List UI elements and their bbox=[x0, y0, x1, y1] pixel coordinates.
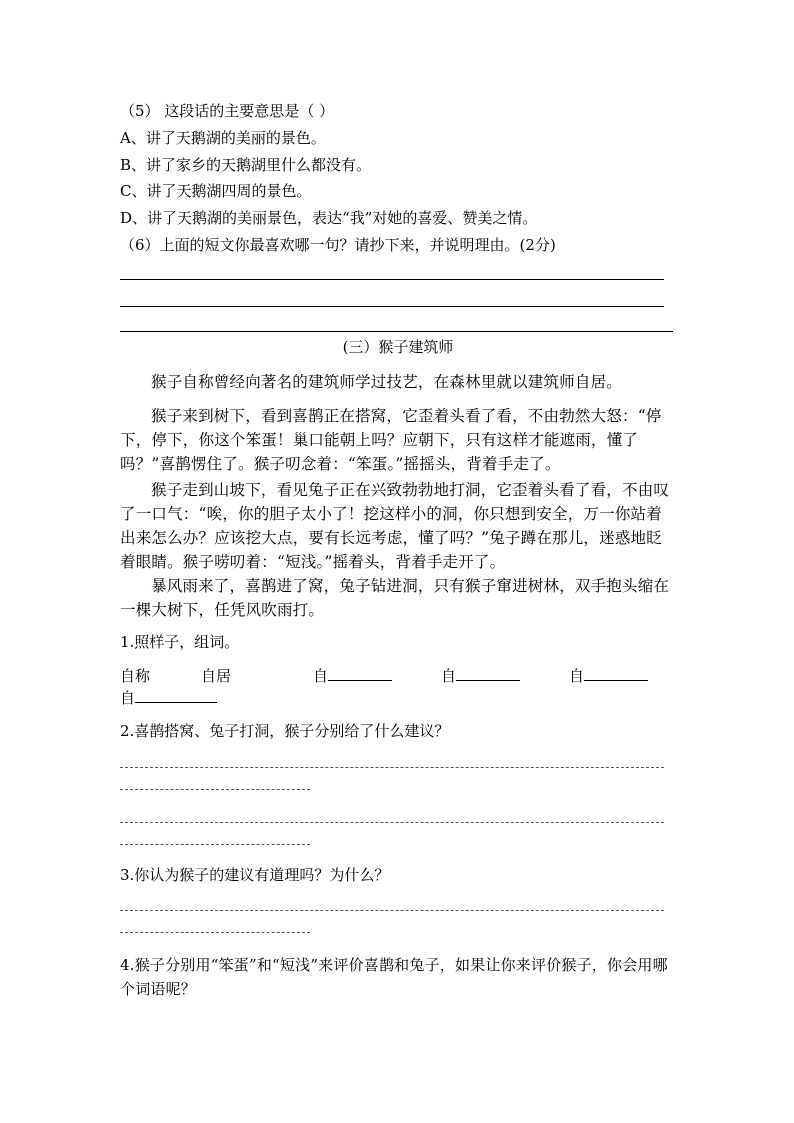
q3-stem: 3.你认为猴子的建议有道理吗？为什么？ bbox=[120, 866, 390, 884]
passage-paragraph-2: 猴子来到树下，看到喜鹊正在搭窝，它歪着头看了看，不由勃然大怒：“停下，停下，你这个笨蛋！巢口能朝上吗？应朝下，只有这样才能遮雨，懂了吗？”喜鹊愣住了。猴子叨念着：“笨蛋。”摇摇头，背着手走了。 bbox=[120, 407, 662, 473]
q3-answer-line-2[interactable] bbox=[120, 932, 310, 933]
q1-blank-line[interactable] bbox=[135, 688, 217, 703]
q4-stem: 4.猴子分别用“笨蛋”和“短浅”来评价喜鹊和兔子，如果让你来评价猴子，你会用哪个词语呢？ bbox=[120, 956, 668, 998]
q1-blank-prefix: 自 bbox=[569, 667, 585, 685]
q5-option-a: A、讲了天鹅湖的美丽的景色。 bbox=[120, 129, 326, 147]
q5-option-d: D、讲了天鹅湖的美丽景色，表达“我”对她的喜爱、赞美之情。 bbox=[120, 209, 538, 227]
q6-answer-line-1[interactable] bbox=[120, 279, 664, 280]
q1-blank-prefix: 自 bbox=[441, 667, 457, 685]
q1-example-2: 自居 bbox=[201, 667, 232, 685]
q2-answer-line-4[interactable] bbox=[120, 844, 310, 845]
q2-answer-line-1[interactable] bbox=[120, 767, 664, 768]
q1-example-1: 自称 bbox=[120, 667, 151, 685]
q5-option-b: B、讲了家乡的天鹅湖里什么都没有。 bbox=[120, 156, 372, 174]
q1-blank-prefix: 自 bbox=[120, 689, 136, 707]
q2-answer-line-3[interactable] bbox=[120, 822, 664, 823]
q6-stem: （6）上面的短文你最喜欢哪一句？请抄下来，并说明理由。(2分) bbox=[120, 236, 556, 254]
q1-blank-4[interactable] bbox=[120, 688, 217, 708]
q1-blank-line[interactable] bbox=[584, 666, 648, 681]
q2-stem: 2.喜鹊搭窝、兔子打洞，猴子分别给了什么建议？ bbox=[120, 722, 450, 740]
q1-blank-2[interactable] bbox=[441, 666, 520, 686]
q2-answer-line-2[interactable] bbox=[120, 789, 310, 790]
passage-paragraph-4: 暴风雨来了，喜鹊进了窝，兔子钻进洞，只有猴子窜进树林，双手抱头缩在一棵大树下，任凭风吹雨打。 bbox=[120, 577, 670, 619]
q1-blank-3[interactable] bbox=[569, 666, 648, 686]
q1-blank-line[interactable] bbox=[328, 666, 392, 681]
q5-option-c: C、讲了天鹅湖四周的景色。 bbox=[120, 182, 312, 200]
q3-answer-line-1[interactable] bbox=[120, 910, 664, 911]
q5-stem: （5） 这段话的主要意思是（ ） bbox=[120, 102, 335, 120]
q6-answer-line-3[interactable] bbox=[120, 331, 673, 332]
q1-blank-line[interactable] bbox=[456, 666, 520, 681]
q1-blank-prefix: 自 bbox=[313, 667, 329, 685]
passage-paragraph-1: 猴子自称曾经向著名的建筑师学过技艺，在森林里就以建筑师自居。 bbox=[151, 373, 623, 391]
section-title: (三）猴子建筑师 bbox=[342, 338, 454, 356]
q6-answer-line-2[interactable] bbox=[120, 306, 664, 307]
q1-blank-1[interactable] bbox=[313, 666, 392, 686]
passage-paragraph-3: 猴子走到山坡下，看见兔子正在兴致勃勃地打洞，它歪着头看了看，不由叹了一口气：“唉，你的胆子太小了！挖这样小的洞，你只想到安全，万一你站着出来怎么办？应该挖大点，要有长远考虑，懂了吗？”兔子蹲在那儿，迷惑地眨着眼睛。猴子唠叨着：“短浅。”摇着头，背着手走开了。 bbox=[120, 481, 670, 571]
q1-stem: 1.照样子，组词。 bbox=[120, 633, 240, 651]
